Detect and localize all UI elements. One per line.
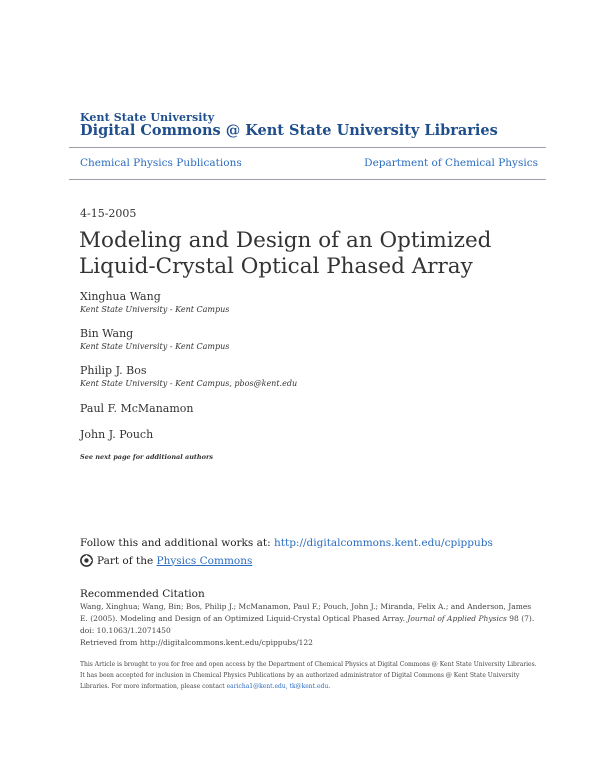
author-name: Bin Wang — [80, 327, 134, 340]
contact-email-link[interactable]: earicha1@kent.edu, tk@kent.edu — [226, 683, 329, 690]
author-name: John J. Pouch — [80, 428, 154, 441]
author-name: Xinghua Wang — [80, 290, 161, 303]
series-link[interactable]: Chemical Physics Publications — [80, 157, 242, 169]
publication-date: 4-15-2005 — [80, 207, 137, 220]
header-divider-bottom — [69, 179, 546, 180]
citation-body: Wang, Xinghua; Wang, Bin; Bos, Philip J.; McManamon, Paul F.; Pouch, John J.; Miranda, Felix A.; and Anderson, James E. (2005). Modeling and Design of an Optimized Liquid-Crystal Optical Phased Array. — [80, 602, 532, 623]
citation-retrieved: Retrieved from http://digitalcommons.kent.edu/cpippubs/122 — [80, 638, 313, 647]
digital-commons-network-icon — [80, 554, 93, 567]
author-name: Paul F. McManamon — [80, 402, 194, 415]
department-link[interactable]: Department of Chemical Physics — [364, 157, 538, 169]
citation-volume: 98 (7). doi: 10.1063/1.2071450 — [80, 614, 535, 635]
access-notice — [80, 659, 540, 692]
university-name: Kent State University — [80, 111, 215, 124]
citation-heading: Recommended Citation — [80, 588, 205, 600]
article-title: Modeling and Design of an Optimized Liquid-Crystal Optical Phased Array — [79, 228, 492, 279]
header-divider-top — [69, 147, 546, 148]
author-name: Philip J. Bos — [80, 364, 147, 377]
author-affiliation: Kent State University - Kent Campus — [80, 305, 230, 314]
part-of-text: Part of the — [97, 554, 154, 567]
notice-end: . — [328, 683, 331, 690]
repository-title-link[interactable]: Digital Commons @ Kent State University Libraries — [80, 122, 498, 139]
follow-url-link[interactable]: http://digitalcommons.kent.edu/cpippubs — [274, 537, 493, 549]
citation-journal: Journal of Applied Physics — [407, 614, 507, 623]
author-affiliation: Kent State University - Kent Campus, pbos@kent.edu — [80, 379, 298, 388]
follow-line — [80, 537, 493, 549]
notice-text: This Article is brought to you for free and open access by the Department of Chemical Physics at Digital Commons @ Kent State University Libraries. It has been accepted for inclusion in Chemical Physics Publications by an authorized administrator of Digital Commons @ Kent State University Libraries. For more information, please contact — [80, 661, 537, 690]
physics-commons-link[interactable]: Physics Commons — [156, 554, 253, 567]
author-affiliation: Kent State University - Kent Campus — [80, 342, 230, 351]
citation-text — [80, 601, 540, 649]
additional-authors-link[interactable]: See next page for additional authors — [80, 453, 214, 461]
follow-text: Follow this and additional works at: — [80, 537, 274, 549]
part-of-line — [80, 554, 252, 567]
